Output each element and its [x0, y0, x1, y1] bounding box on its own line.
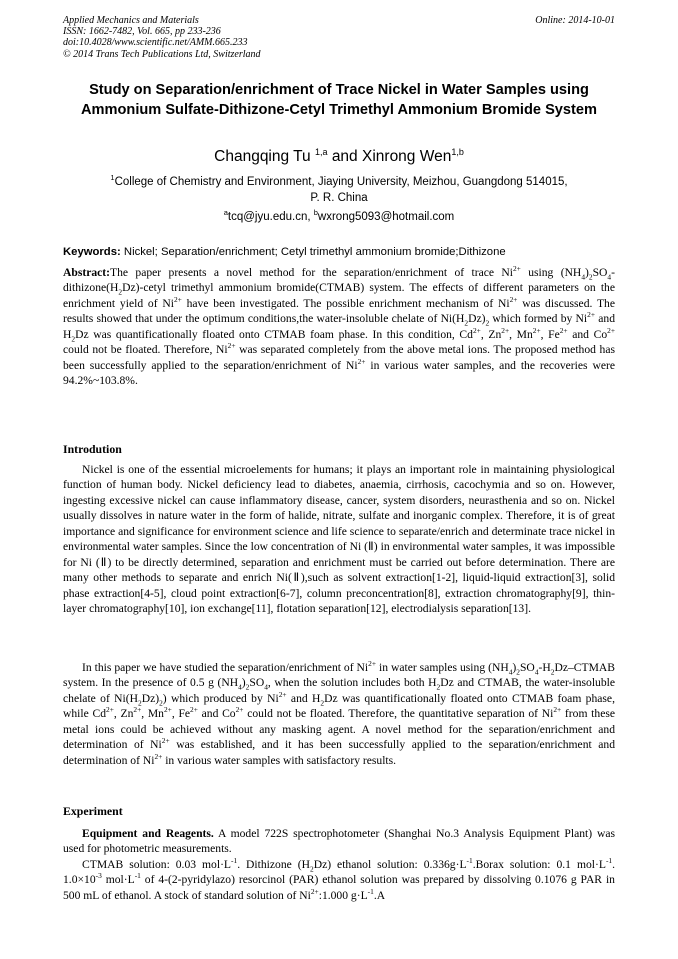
exp-text: mol·L [101, 873, 135, 887]
doi-line: doi:10.4028/www.scientific.net/AMM.665.233 [63, 37, 248, 49]
intro-text: ) which produced by Ni [162, 691, 279, 705]
keywords-text: Nickel; Separation/enrichment; Cetyl trimethyl ammonium bromide;Dithizone [123, 246, 506, 258]
experiment-heading: Experiment [63, 804, 123, 818]
abstract-text: Dz) [468, 312, 486, 326]
author-2-sup: 1,b [451, 146, 464, 157]
sub: 2 [71, 334, 76, 344]
sub: 2 [550, 667, 555, 677]
issn-line: ISSN: 1662-7482, Vol. 665, pp 233-236 [63, 26, 221, 38]
abstract-text: using (NH [520, 266, 582, 279]
exp-text: Dz) ethanol solution: 0.336g·L [313, 858, 467, 871]
sub: 2 [464, 318, 469, 328]
sub: 4 [607, 272, 612, 282]
sup: 2+ [607, 325, 615, 335]
exp-text: . 1.0×10 [63, 858, 616, 887]
intro-text: could not be floated. Therefore, the quantitative separation of Ni [243, 707, 554, 721]
abstract-text: was discussed. The results showed that under the optimum conditions,the water-insoluble chelate of Ni(H [63, 296, 615, 326]
abstract-text: could not be floated. Therefore, Ni [63, 343, 228, 357]
sup: 2+ [532, 325, 541, 335]
abstract-text: Dz)-cetyl trimethyl ammonium bromide(CTMAB) system. The effects of different parameters on the enrichment yield of Ni [63, 281, 615, 310]
intro-text: -H [538, 661, 551, 674]
sup: -1 [231, 856, 238, 866]
exp-text: . Dithizone (H [237, 858, 310, 871]
sup: 2+ [368, 659, 377, 669]
abstract-text: , Fe [540, 327, 560, 341]
paper-title: Study on Separation/enrichment of Trace Nickel in Water Samples using Ammonium Sulfate-Dithizone-Cetyl Trimethyl Ammonium Bromide System [81, 82, 597, 118]
intro-text: , when the solution includes both H [267, 676, 437, 690]
sup: 2+ [472, 325, 481, 335]
author-1: Changqing Tu [214, 148, 311, 165]
exp-text: :1.000 g·L [318, 888, 368, 902]
experiment-paragraph-2 [63, 857, 615, 903]
sup: -1 [134, 871, 141, 881]
journal-name: Applied Mechanics and Materials [63, 15, 199, 26]
abstract-text: which formed by Ni [489, 312, 588, 326]
abstract-text: , Mn [509, 327, 533, 341]
introduction-paragraph-2 [63, 660, 615, 768]
affiliation [60, 175, 618, 206]
sup: 2+ [106, 705, 114, 715]
sub: 2 [118, 287, 123, 297]
sup: 2+ [133, 705, 142, 715]
affiliation-number: 1 [110, 173, 115, 183]
sub: 2 [138, 698, 142, 708]
sup: 2+ [559, 325, 568, 335]
sup: 2+ [357, 356, 366, 366]
intro-text: ) [512, 661, 517, 674]
intro-text: Dz) [141, 691, 160, 705]
introduction-paragraph-1: Nickel is one of the essential microelements for humans; it plays an important role in maintaining physiological function of human body. Nickel deficiency lead to diabetes, anaemia, cirrhosis, cacochymia and so on. However, ingesting excessive nickel can cause inflammatory disease, cancer, system disorders, neurasthenia and so on. Nickel usually dissolves in nature water in the form of halide, nitrate, sulfate and inorganic complex. Therefore, it is of great importance and significance for environment science and life science to separate/enrich and determinate trace nickel in environmental water samples. Since the low concentration of Ni (Ⅱ) in environmental water samples, it was impossible for Ni (Ⅱ) to be directly determined, separation and enrichment must be carried out before determination. There are many other methods to separate and enrich Ni(Ⅱ),such as solvent extraction[1-2], liquid-liquid extraction[3], solid phase extraction[4-5], cloud point extraction[6-7], column preconcentration[8], extraction chromatography[9], thin-layer chromatography[10], ion exchange[11], flotation separation[12], electrodialysis separation[13]. [63, 463, 615, 616]
sub: 2 [245, 682, 250, 692]
sup: 2+ [278, 690, 287, 700]
sup: 2+ [509, 295, 518, 305]
sub: 2 [436, 682, 441, 692]
sup: 2+ [553, 705, 562, 715]
abstract-text: and Co [567, 327, 608, 341]
sub: 4 [264, 682, 268, 692]
intro-text: , Fe [171, 707, 191, 721]
intro-text: from these metal ions could be achieved without any masking agent. A novel method for the separation/enrichment and determination of Ni [63, 707, 615, 752]
sup: 2+ [173, 295, 182, 305]
emails [60, 210, 618, 225]
author-and: and [331, 148, 358, 165]
abstract-text: The paper presents a novel method for the separation/enrichment of trace Ni [110, 266, 513, 279]
keywords [63, 245, 618, 260]
online-date: Online: 2014-10-01 [535, 15, 615, 26]
intro-text: Dz was quantificationally floated onto CTMAB foam phase, while Cd [63, 691, 615, 721]
experiment-paragraph-1 [63, 826, 615, 857]
abstract-text: was separated completely from the above metal ions. The proposed method has been successfully applied to the separation/enrichment of Ni [63, 343, 616, 372]
sub: 4 [534, 667, 539, 677]
sup: 2+ [501, 325, 510, 335]
intro-text: , Zn [113, 707, 134, 721]
sup: 2+ [154, 751, 163, 761]
sup: -1 [605, 856, 613, 866]
abstract-text: have been investigated. The possible enrichment mechanism of Ni [181, 296, 510, 310]
sup: 2+ [587, 310, 596, 320]
intro-text: was established, and it has been successfully applied to the separation/enrichment and determination of Ni [63, 738, 616, 767]
intro-text: In this paper we have studied the separation/enrichment of Ni [82, 661, 369, 674]
sub: 2 [310, 864, 314, 874]
sub: 2 [588, 272, 593, 282]
sup: 2+ [163, 705, 172, 715]
sup: 2+ [227, 341, 236, 351]
exp-text: .A [373, 888, 386, 902]
intro-text: , Mn [141, 707, 164, 721]
email-b: wxrong5093@hotmail.com [317, 211, 455, 223]
abstract-text: and H [63, 312, 615, 341]
sub: 2 [320, 698, 325, 708]
abstract-label: Abstract: [63, 266, 111, 279]
exp-text: .Borax solution: 0.1 mol·L [472, 858, 606, 871]
intro-text: in water samples using (NH [376, 661, 509, 674]
exp-text: CTMAB solution: 0.03 mol·L [82, 858, 232, 871]
intro-text: and H [286, 691, 321, 705]
author-2: Xinrong Wen [362, 148, 452, 165]
author-1-sup: 1,a [314, 146, 328, 157]
keywords-label: Keywords: [63, 246, 121, 258]
introduction-heading: Introdution [63, 442, 122, 456]
abstract-text: -dithizone(H [63, 266, 615, 295]
abstract-text: in various water samples, and the recoveries were 94.2%~103.8%. [63, 358, 615, 388]
exp-text: of 4-(2-pyridylazo) resorcinol (PAR) ethanol solution was prepared by dissolving 0.1076 g PAR in 500 mL of ethanol. A stock of standard solution of Ni [63, 873, 615, 902]
affiliation-text: College of Chemistry and Environment, Jiaying University, Meizhou, Guangdong 514015, [114, 176, 568, 188]
abstract-text: ) [585, 266, 589, 279]
intro-text: Dz and CTMAB, the water-insoluble chelate of Ni(H [63, 676, 615, 705]
journal-header [63, 15, 615, 60]
intro-text: in various water samples with satisfactory results. [162, 753, 397, 767]
intro-text: SO [519, 661, 535, 674]
sub: 2 [485, 318, 490, 328]
abstract-text: , Zn [480, 327, 502, 341]
sub: 2 [159, 698, 163, 708]
affiliation-country: P. R. China [310, 191, 368, 204]
equipment-label: Equipment and Reagents. [82, 827, 214, 840]
sub: 4 [581, 272, 586, 282]
sup: -1 [367, 887, 374, 897]
sup: 2+ [310, 887, 319, 897]
email-a-sup: a [223, 208, 228, 218]
sub: 4 [238, 682, 242, 692]
sup: -1 [466, 856, 473, 866]
sup: 2+ [512, 264, 521, 274]
abstract [63, 265, 615, 389]
copyright-line: © 2014 Trans Tech Publications Ltd, Switzerland [63, 48, 261, 60]
intro-text: Dz–CTMAB system. In the presence of 0.5 g (NH [63, 661, 615, 690]
sup: 2+ [190, 705, 198, 715]
abstract-text: SO [592, 266, 608, 279]
sup: 2+ [161, 736, 170, 746]
abstract-text: Dz was quantificationally floated onto CTMAB foam phase. In this condition, Cd [75, 327, 473, 341]
intro-text: ) [241, 676, 246, 690]
intro-text: and Co [197, 707, 236, 721]
intro-text: SO [249, 676, 265, 690]
author-line [60, 147, 618, 167]
sup: -3 [95, 871, 102, 881]
sub: 2 [516, 667, 520, 677]
email-b-sup: b [313, 208, 318, 218]
sub: 4 [508, 667, 513, 677]
email-a: tcq@jyu.edu.cn, [227, 211, 311, 223]
equipment-text: A model 722S spectrophotometer (Shanghai No.3 Analysis Equipment Plant) was used for photometric measurements. [63, 827, 615, 856]
sup: 2+ [235, 705, 244, 715]
